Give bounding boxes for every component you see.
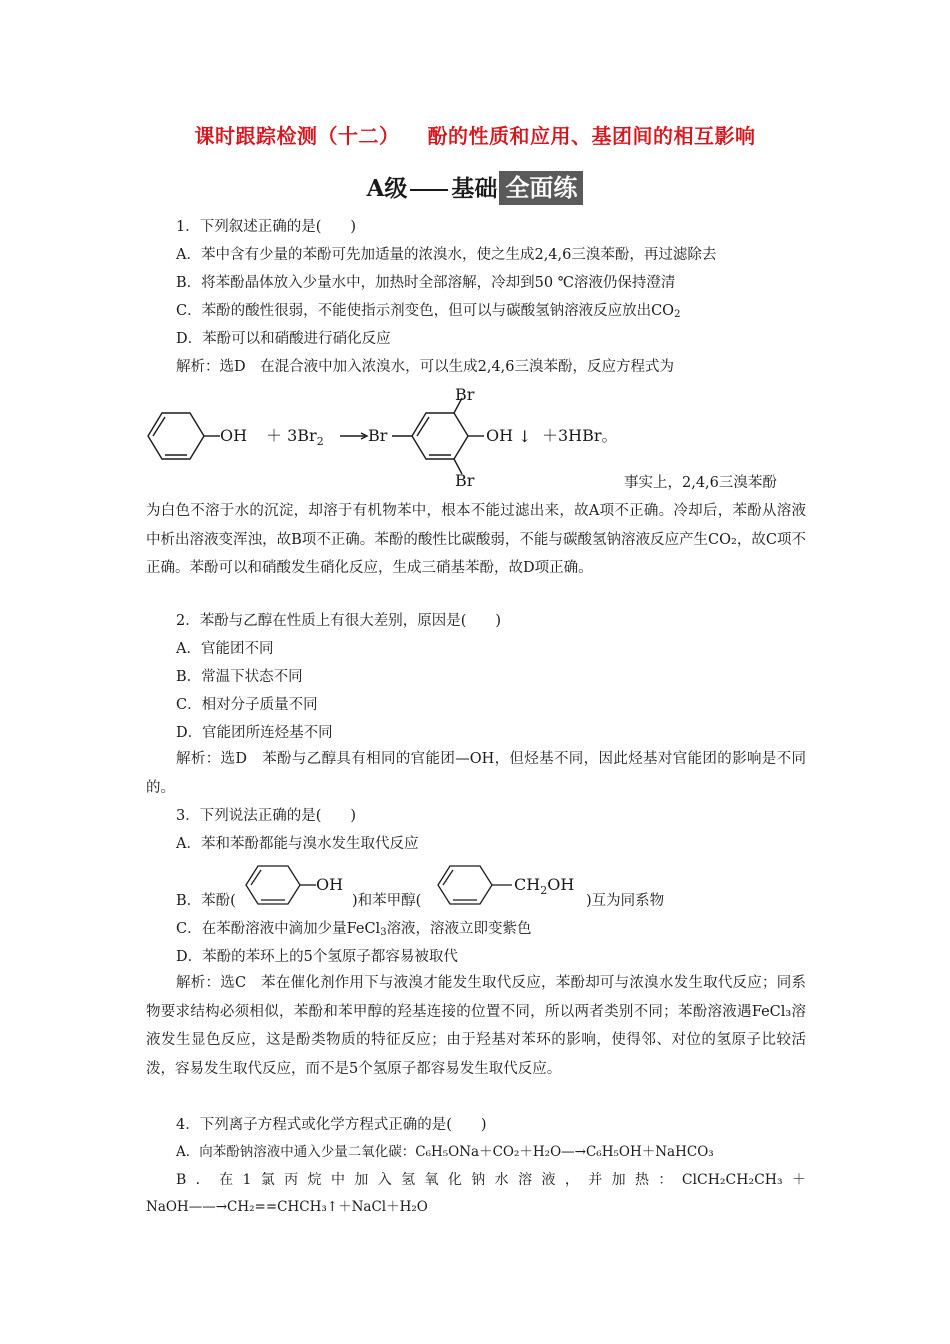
q1-option-a: A．苯中含有少量的苯酚可先加适量的浓溴水，使之生成2,4,6三溴苯酚，再过滤除去	[176, 247, 717, 263]
eq-br-top: Br	[455, 385, 475, 404]
q4-option-a: A．向苯酚钠溶液中通入少量二氧化碳：C₆H₅ONa＋CO₂＋H₂O—→C₆H₅OH＋NaHCO₃	[176, 1144, 714, 1160]
svg-text:CH2OH: $CH_2OH$	[514, 875, 575, 897]
q2-stem: 2．苯酚与乙醇在性质上有很大差别，原因是( )	[176, 613, 502, 629]
q1-option-b: B．将苯酚晶体放入少量水中，加热时全部溶解，冷却到50 ℃溶液仍保持澄清	[176, 275, 676, 291]
q3-stem: 3．下列说法正确的是( )	[176, 808, 357, 824]
svg-text:OH: OH	[316, 875, 344, 894]
phenol-structure	[242, 858, 362, 910]
q3-option-b: B．苯酚( OH )和苯甲醇( $CH_2OH$ )互为同系物	[176, 858, 816, 908]
eq-precipitate-arrow: ↓	[518, 427, 532, 446]
q4-option-b-line2: NaOH——→CH₂==CHCH₃↑＋NaCl＋H₂O	[146, 1199, 428, 1215]
q1-after-equation: 事实上，2,4,6三溴苯酚	[624, 475, 777, 491]
q3-option-a: A．苯和苯酚都能与溴水发生取代反应	[176, 836, 419, 852]
level-heading	[0, 170, 950, 205]
q3-option-c: C．在苯酚溶液中滴加少量FeCl$_3$溶液，溶液立即变紫色	[176, 921, 532, 938]
title-left: 课时跟踪检测（十二）	[194, 124, 400, 148]
eq-oh-product: OH	[486, 426, 514, 445]
q2-option-a: A．官能团不同	[176, 641, 274, 657]
level-prefix: A级	[366, 175, 408, 202]
eq-oh: OH	[220, 426, 248, 445]
level-label: 基础	[451, 175, 498, 202]
q2-option-b: B．常温下状态不同	[176, 669, 303, 685]
benzyl-alcohol-structure	[432, 858, 592, 910]
q1-analysis-rest: 为白色不溶于水的沉淀，却溶于有机物苯中，根本不能过滤出来，故A项不正确。冷却后，苯酚从溶液中析出溶液变浑浊，故B项不正确。苯酚的酸性比碳酸弱，不能与碳酸氢钠溶液反应产生CO₂，故C项不正确。苯酚可以和硝酸发生硝化反应，生成三硝基苯酚，故D项正确。	[146, 503, 806, 576]
q2-option-c: C．相对分子质量不同	[176, 697, 318, 713]
q1-option-d: D．苯酚可以和硝酸进行硝化反应	[176, 331, 391, 347]
eq-br-bottom: Br	[455, 471, 475, 490]
eq-br-left: Br	[368, 426, 388, 445]
eq-hbr: ＋3HBr。	[542, 426, 618, 445]
q3-analysis: 解析：选C 苯在催化剂作用下与液溴才能发生取代反应，苯酚却可与浓溴水发生取代反应；同系物要求结构必须相似，苯酚和苯甲醇的羟基连接的位置不同，所以两者类别不同；苯酚溶液遇FeCl₃溶液发生显色反应，这是酚类物质的特征反应；由于羟基对苯环的影响，使得邻、对位的氢原子比较活泼，容易发生取代反应，而不是5个氢原子都容易发生取代反应。	[146, 975, 806, 1077]
page-title	[0, 120, 950, 149]
eq-plus-br2: ＋ 3Br	[266, 426, 317, 445]
q3-option-d: D．苯酚的苯环上的5个氢原子都容易被取代	[176, 949, 458, 965]
q1-option-c: C．苯酚的酸性很弱，不能使指示剂变色，但可以与碳酸氢钠溶液反应放出$CO_2$	[176, 303, 681, 320]
eq-br2-sub: 2	[316, 435, 324, 448]
level-dash	[410, 189, 448, 191]
q4-stem: 4．下列离子方程式或化学方程式正确的是( )	[176, 1117, 487, 1133]
q1-stem: 1．下列叙述正确的是( )	[176, 219, 357, 235]
title-right: 酚的性质和应用、基团间的相互影响	[427, 124, 756, 148]
q4-option-b-line1: B．在1氯丙烷中加入氢氧化钠水溶液，并加热：ClCH₂CH₂CH₃＋	[176, 1172, 806, 1188]
q2-analysis: 解析：选D 苯酚与乙醇具有相同的官能团—OH，但烃基不同，因此烃基对官能团的影响是不同的。	[146, 751, 806, 796]
svg-text:＋ 3Br2	[266, 426, 324, 448]
q2-option-d: D．官能团所连烃基不同	[176, 725, 333, 741]
q1-analysis-intro: 解析：选D 在混合液中加入浓溴水，可以生成2,4,6三溴苯酚，反应方程式为	[176, 359, 675, 375]
level-badge: 全面练	[499, 171, 583, 205]
bromination-equation	[140, 380, 660, 492]
